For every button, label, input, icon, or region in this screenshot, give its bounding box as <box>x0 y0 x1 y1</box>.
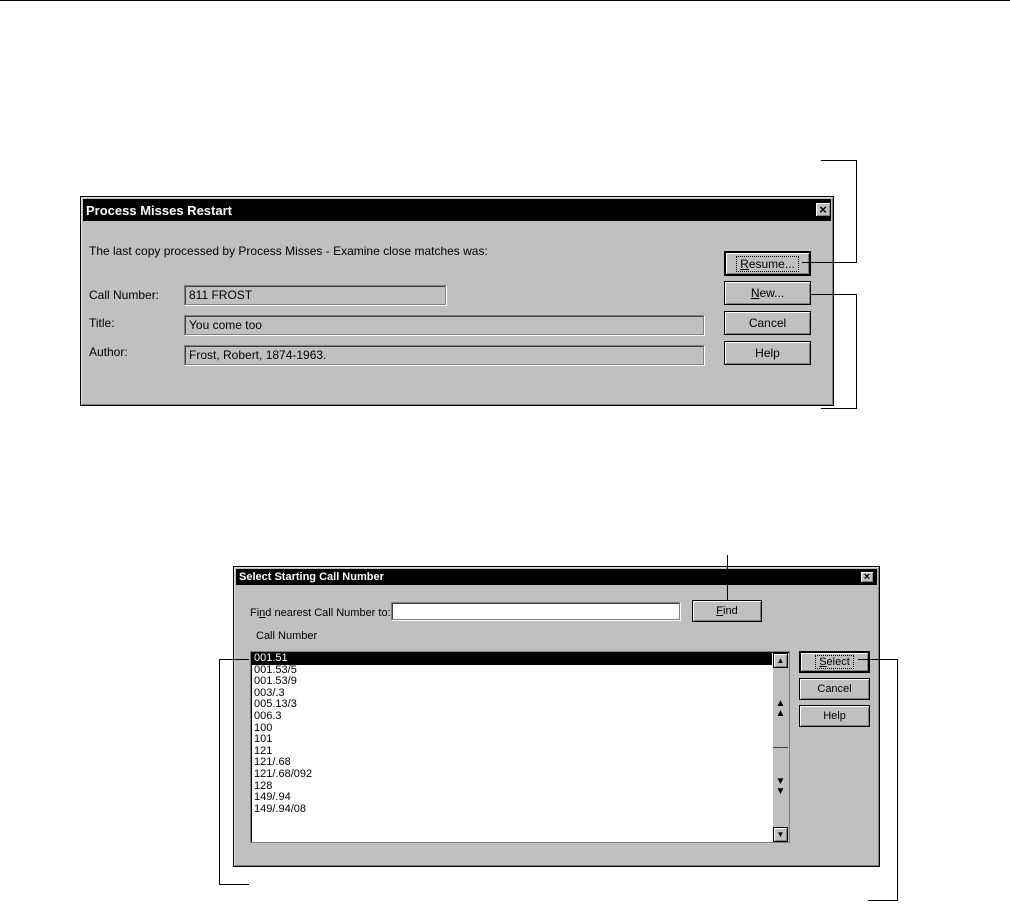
select-call-number-dialog <box>233 566 880 867</box>
list-item[interactable]: 121/.68/092 <box>254 767 313 780</box>
list-item[interactable]: 005.13/3 <box>254 698 297 711</box>
author-value: Frost, Robert, 1874-1963. <box>189 348 327 362</box>
find-button[interactable]: Find <box>692 600 762 622</box>
dialog-title: Process Misses Restart <box>86 202 232 218</box>
callout-new-vertical <box>856 294 857 409</box>
cancel-button[interactable]: Cancel <box>724 311 811 335</box>
select-button[interactable]: Select <box>799 651 870 673</box>
process-misses-restart-dialog <box>80 196 834 406</box>
callout-new-horizontal <box>810 294 857 295</box>
list-item[interactable]: 001.53/5 <box>254 663 297 676</box>
dialog-titlebar[interactable] <box>236 569 877 585</box>
callout-find-vertical <box>727 555 728 601</box>
new-label: New... <box>750 286 785 300</box>
resume-label: Resume... <box>736 256 799 272</box>
call-number-list[interactable] <box>250 651 790 843</box>
call-number-items <box>252 653 772 815</box>
new-button[interactable] <box>724 281 811 305</box>
call-number-label: Call Number: <box>89 288 160 302</box>
scroll-divider <box>773 747 788 748</box>
callout-resume-horizontal <box>802 262 857 263</box>
list-item[interactable]: 006.3 <box>254 709 282 722</box>
find-label: Find nearest Call Number to: <box>250 607 391 619</box>
close-icon[interactable]: × <box>815 202 831 217</box>
list-item[interactable]: 101 <box>254 733 273 746</box>
callout-select-bottom <box>868 900 898 901</box>
callout-resume-vertical <box>856 160 857 263</box>
author-field <box>184 345 704 365</box>
dialog-title: Select Starting Call Number <box>239 571 384 583</box>
call-number-field <box>184 285 446 305</box>
callout-select-vertical <box>897 659 898 901</box>
page-up-icon[interactable]: ▲ ▲ <box>775 698 786 719</box>
list-item[interactable]: 128 <box>254 779 273 792</box>
call-number-value: 811 FROST <box>189 288 253 302</box>
close-icon[interactable]: × <box>860 571 874 583</box>
title-value: You come too <box>189 318 262 332</box>
cancel-button[interactable]: Cancel <box>799 678 870 700</box>
callout-new-bottom <box>821 408 857 409</box>
help-button[interactable]: Help <box>799 705 870 727</box>
list-item[interactable]: 121/.68 <box>254 756 291 769</box>
callout-list-bottom <box>219 884 249 885</box>
resume-button[interactable] <box>724 251 811 276</box>
list-header: Call Number <box>256 630 318 642</box>
list-item[interactable]: 149/.94/08 <box>254 802 306 815</box>
find-input[interactable] <box>391 602 680 620</box>
help-button[interactable]: Help <box>724 341 811 365</box>
callout-list-horizontal <box>219 659 249 660</box>
callout-select-horizontal <box>858 659 898 660</box>
scroll-down-icon[interactable]: ▼ <box>773 827 788 842</box>
list-item[interactable]: 003/.3 <box>254 686 285 699</box>
list-scrollbar[interactable] <box>773 653 789 842</box>
page-top-rule <box>0 0 1010 1</box>
author-label: Author: <box>89 345 128 359</box>
list-item[interactable]: 001.53/9 <box>254 675 297 688</box>
list-item[interactable]: 100 <box>254 721 273 734</box>
list-item[interactable]: 001.51 <box>252 653 772 665</box>
title-label: Title: <box>89 316 115 330</box>
title-field <box>184 315 704 335</box>
callout-list-vertical <box>219 659 220 885</box>
restart-message: The last copy processed by Process Misses - Examine close matches was: <box>89 244 488 258</box>
list-item[interactable]: 121 <box>254 744 273 757</box>
callout-resume-top <box>821 160 857 161</box>
dialog-titlebar[interactable] <box>83 199 831 221</box>
list-item[interactable]: 149/.94 <box>254 791 291 804</box>
scroll-up-icon[interactable]: ▲ <box>773 653 788 668</box>
page-down-icon[interactable]: ▼ ▼ <box>775 776 786 797</box>
